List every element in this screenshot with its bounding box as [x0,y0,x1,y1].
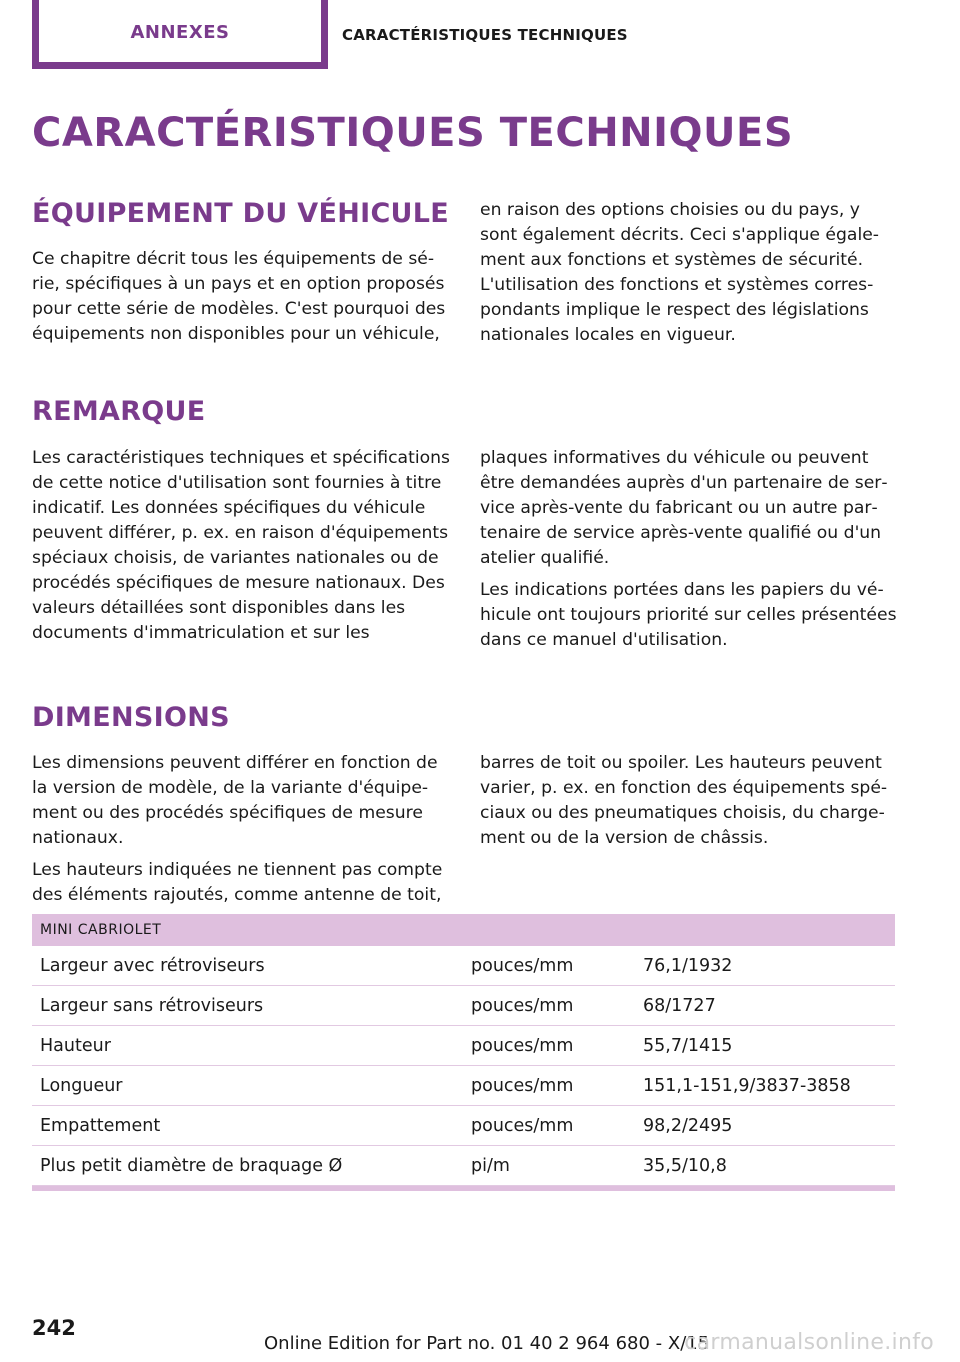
remark-paragraph: Les caractéristiques techniques et spécifications de cette notice d'utilisation sont fournies à titre indicatif. Les données spécifiques du véhicule peuvent différer, p. ex. en raison d'équipements spéciaux choisis, de variantes nationales ou de procédés spécifiques de mesure nationaux. Des valeurs détaillées sont disponibles dans les documents d'immatriculation et sur les [32,448,450,643]
dimensions-left-column [32,751,450,915]
row-value: 68/1727 [635,986,895,1026]
header-tabs [32,0,672,76]
dimensions-paragraph: barres de toit ou spoiler. Les hauteurs peuvent varier, p. ex. en fonction des équipements spéciaux ou des pneumatiques choisis, du chargement ou de la version de châssis. [480,753,888,848]
table-row [32,946,895,986]
section-heading-remark: REMARQUE [32,396,206,427]
remark-paragraph: plaques informatives du véhicule ou peuvent être demandées auprès d'un partenaire de service après-vente du fabricant ou un autre partenaire de service après-vente qualifié ou d'un atelier qualifié. [480,448,888,568]
dimensions-paragraph: Les hauteurs indiquées ne tiennent pas compte des éléments rajoutés, comme antenne de toit, [32,860,443,905]
row-value: 98,2/2495 [635,1106,895,1146]
table-header: MINI CABRIOLET [32,914,895,946]
equipment-paragraph: Ce chapitre décrit tous les équipements de série, spécifiques à un pays et en option proposés pour cette série de modèles. C'est pourquoi des équipements non disponibles pour un véhicule, [32,249,446,344]
row-value: 35,5/10,8 [635,1146,895,1186]
tab-annexes[interactable] [32,0,328,69]
tab-section-title: CARACTÉRISTIQUES TECHNIQUES [342,26,628,44]
row-label: Largeur sans rétroviseurs [32,986,463,1026]
dimensions-right-column [480,751,898,858]
row-unit: pouces/mm [463,1066,635,1106]
table-row [32,1146,895,1186]
tab-annexes-label: ANNEXES [130,22,230,43]
equipment-left-column [32,247,450,354]
page-title: CARACTÉRISTIQUES TECHNIQUES [32,110,794,156]
page-number: 242 [32,1316,76,1340]
row-label: Largeur avec rétroviseurs [32,946,463,986]
table-bottom-rule [32,1186,895,1191]
table-row [32,1066,895,1106]
table-row [32,986,895,1026]
row-unit: pouces/mm [463,986,635,1026]
table-row [32,1106,895,1146]
remark-right-column [480,446,898,660]
row-unit: pouces/mm [463,1106,635,1146]
section-heading-dimensions: DIMENSIONS [32,702,230,733]
dimensions-table [32,914,895,1186]
section-heading-equipment: ÉQUIPEMENT DU VÉHICULE [32,198,450,229]
row-label: Empattement [32,1106,463,1146]
edition-footer: Online Edition for Part no. 01 40 2 964 680 - X/15 [264,1333,710,1354]
equipment-paragraph: en raison des options choisies ou du pays, y sont également décrits. Ceci s'applique également aux fonctions et systèmes de sécurité. L'utilisation des fonctions et systèmes correspondants implique le respect des législations nationales locales en vigueur. [480,200,879,345]
row-unit: pouces/mm [463,1026,635,1066]
remark-left-column [32,446,450,653]
row-value: 55,7/1415 [635,1026,895,1066]
row-label: Plus petit diamètre de braquage Ø [32,1146,463,1186]
row-label: Longueur [32,1066,463,1106]
row-unit: pi/m [463,1146,635,1186]
watermark: carmanualsonline.info [684,1330,934,1355]
table-header-row [32,914,895,946]
row-label: Hauteur [32,1026,463,1066]
dimensions-paragraph: Les dimensions peuvent différer en fonction de la version de modèle, de la variante d'équipement ou des procédés spécifiques de mesure nationaux. [32,753,438,848]
row-value: 151,1-151,9/3837-3858 [635,1066,895,1106]
row-unit: pouces/mm [463,946,635,986]
table-row [32,1026,895,1066]
equipment-right-column [480,198,898,355]
remark-paragraph: Les indications portées dans les papiers du véhicule ont toujours priorité sur celles présentées dans ce manuel d'utilisation. [480,580,897,650]
row-value: 76,1/1932 [635,946,895,986]
